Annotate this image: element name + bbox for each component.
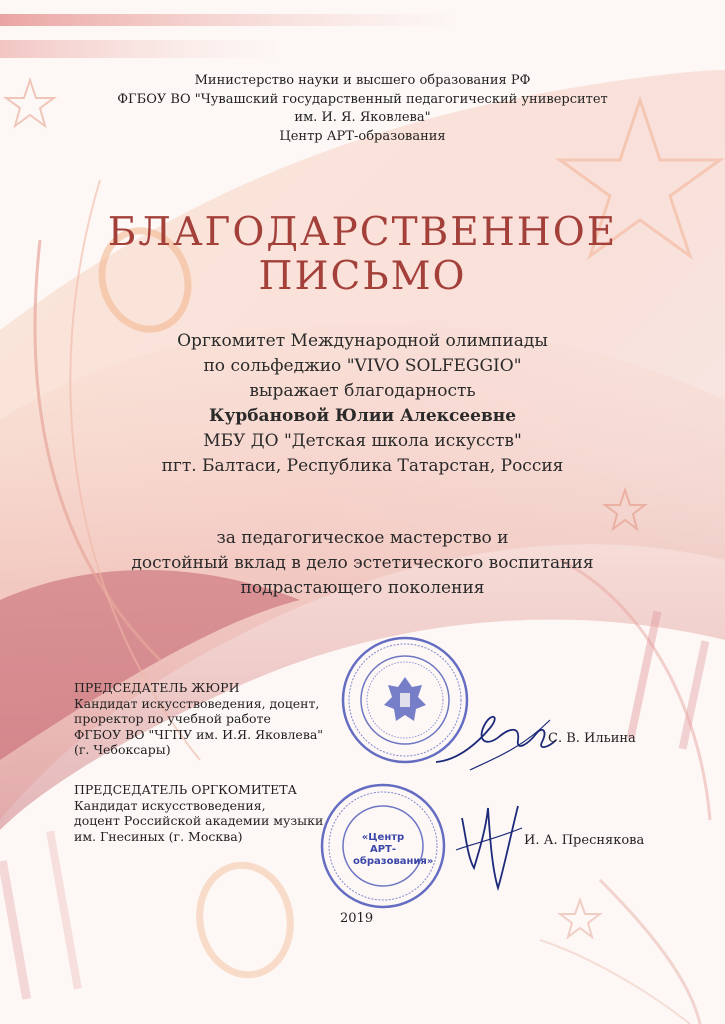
- org-title-line: им. Гнесиных (г. Москва): [74, 828, 243, 844]
- gratitude-body: [0, 329, 725, 479]
- decorative-ring: [191, 858, 299, 982]
- reason-line: достойный вклад в дело эстетического воспитания: [131, 553, 594, 573]
- signature-presnyakova: [452, 798, 532, 898]
- org-role: ПРЕДСЕДАТЕЛЬ ОРГКОМИТЕТА: [74, 782, 298, 797]
- reason-line: подрастающего поколения: [240, 578, 485, 598]
- decorative-bar: [0, 860, 31, 999]
- jury-title-line: ФГБОУ ВО "ЧГПУ им. И.Я. Яковлева": [74, 726, 324, 742]
- star-decoration: [560, 900, 600, 937]
- university-name-line: им. И. Я. Яковлева": [294, 110, 431, 125]
- org-title-line: доцент Российской академии музыки: [74, 813, 324, 828]
- reason-block: [0, 526, 725, 601]
- ministry-line: Министерство науки и высшего образования РФ: [194, 73, 531, 88]
- jury-title-line: Кандидат искусствоведения, доцент,: [74, 695, 320, 711]
- olympiad-line: по сольфеджио "VIVO SOLFEGGIO": [203, 356, 522, 376]
- jury-role: ПРЕДСЕДАТЕЛЬ ЖЮРИ: [74, 680, 240, 695]
- issuer-header: [0, 72, 725, 146]
- gratitude-line: выражает благодарность: [249, 381, 476, 401]
- jury-title-line: (г. Чебоксары): [74, 742, 171, 757]
- document-title-line2: ПИСЬМО: [258, 254, 467, 299]
- institution-line: МБУ ДО "Детская школа искусств": [203, 431, 522, 451]
- jury-chairman-name: С. В. Ильина: [548, 731, 636, 746]
- decorative-bar: [627, 611, 662, 740]
- signature-ilyina: [430, 700, 560, 775]
- location-line: пгт. Балтаси, Республика Татарстан, Россия: [161, 456, 564, 476]
- jury-title-line: проректор по учебной работе: [74, 711, 271, 726]
- orgcommittee-chairman-block: [74, 782, 323, 844]
- center-seal-stamp: [319, 782, 447, 910]
- top-stripe: [0, 14, 470, 26]
- org-title-line: Кандидат искусствоведения,: [74, 797, 266, 813]
- decorative-bar: [46, 831, 82, 990]
- center-seal-text: «Центр АРТ-образования»: [353, 832, 434, 867]
- recipient-name: Курбановой Юлии Алексеевне: [208, 406, 517, 426]
- organizer-line: Оргкомитет Международной олимпиады: [177, 331, 548, 351]
- orgcommittee-chairman-name: И. А. Преснякова: [524, 833, 645, 848]
- top-stripe: [0, 40, 290, 58]
- issue-year: 2019: [340, 911, 374, 926]
- document-title-line1: БЛАГОДАРСТВЕННОЕ: [107, 210, 618, 255]
- center-line: Центр АРТ-образования: [279, 128, 446, 144]
- jury-chairman-block: [74, 680, 323, 758]
- university-line: ФГБОУ ВО "Чувашский государственный педагогический университет: [117, 91, 608, 107]
- reason-line: за педагогическое мастерство и: [216, 528, 509, 548]
- decorative-curve: [540, 940, 690, 1024]
- decorative-curve: [600, 880, 700, 1024]
